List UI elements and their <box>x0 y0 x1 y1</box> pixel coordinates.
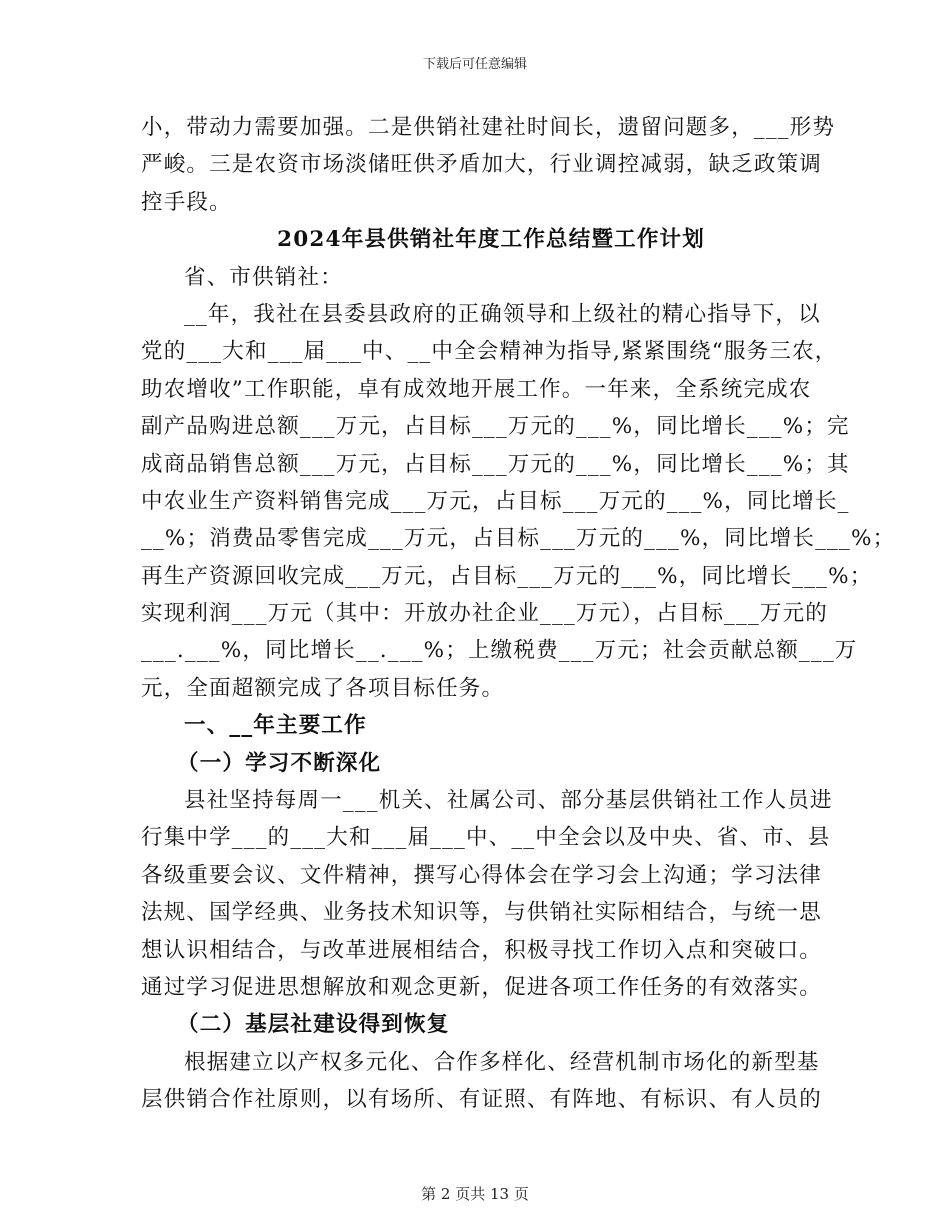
page-footer: 第 2 页共 13 页 <box>421 1185 529 1203</box>
text-line: 县社坚持每周一___机关、社属公司、部分基层供销社工作人员进 <box>184 788 833 814</box>
text-line: 各级重要会议、文件精神，撰写心得体会在学习会上沟通；学习法律 <box>141 862 823 888</box>
text-line: 党的___大和___届___中、__中全会精神为指导,紧紧围绕“服务三农， <box>141 339 838 365</box>
text-line: 层供销合作社原则，以有场所、有证照、有阵地、有标识、有人员的 <box>141 1087 823 1113</box>
salutation: 省、市供销社： <box>184 264 343 290</box>
text-line: 想认识相结合，与改革进展相结合，积极寻找工作切入点和突破口。 <box>141 937 823 963</box>
text-line: 实现利润___万元（其中：开放办社企业___万元），占目标___万元的 <box>141 601 829 627</box>
text-line: 元，全面超额完成了各项目标任务。 <box>141 675 505 701</box>
text-line: 行集中学___的___大和___届___中、__中全会以及中央、省、市、县 <box>141 825 831 851</box>
text-line: 小，带动力需要加强。二是供销社建社时间长，遗留问题多，___形势 <box>141 115 836 140</box>
text-line: 通过学习促进思想解放和观念更新，促进各项工作任务的有效落实。 <box>141 974 823 1000</box>
text-line: 根据建立以产权多元化、合作多样化、经营机制市场化的新型基 <box>184 1049 820 1075</box>
subsection-heading: （一）学习不断深化 <box>177 750 382 776</box>
section-heading: 一、__年主要工作 <box>184 713 367 739</box>
document-body <box>141 109 896 1119</box>
text-line: 法规、国学经典、业务技术知识等，与供销社实际相结合，与统一思 <box>141 900 823 926</box>
subsection-heading: （二）基层社建设得到恢复 <box>177 1012 450 1038</box>
text-line: __%；消费品零售完成___万元，占目标___万元的___%，同比增长___%； <box>141 526 896 552</box>
page-header: 下载后可任意编辑 <box>422 57 527 72</box>
text-line: 再生产资源回收完成___万元，占目标___万元的___%，同比增长___%； <box>141 563 873 589</box>
text-line: 成商品销售总额___万元，占目标___万元的___%，同比增长___%；其 <box>141 451 850 477</box>
text-line: 中农业生产资料销售完成___万元，占目标___万元的___%，同比增长_ <box>141 488 850 514</box>
text-line: 助农增收”工作职能，卓有成效地开展工作。一年来，全系统完成农 <box>141 376 812 402</box>
text-line: 副产品购进总额___万元，占目标___万元的___%，同比增长___%；完 <box>141 414 850 440</box>
document-title: 2024年县供销社年度工作总结暨工作计划 <box>277 227 705 253</box>
text-line: 控手段。 <box>141 189 232 215</box>
text-line: 严峻。三是农资市场淡储旺供矛盾加大，行业调控减弱，缺乏政策调 <box>141 152 823 178</box>
text-line: __年，我社在县委县政府的正确领导和上级社的精心指导下，以 <box>184 301 821 327</box>
text-line: ___.___%，同比增长__.___%；上缴税费___万元；社会贡献总额___万 <box>141 638 858 664</box>
